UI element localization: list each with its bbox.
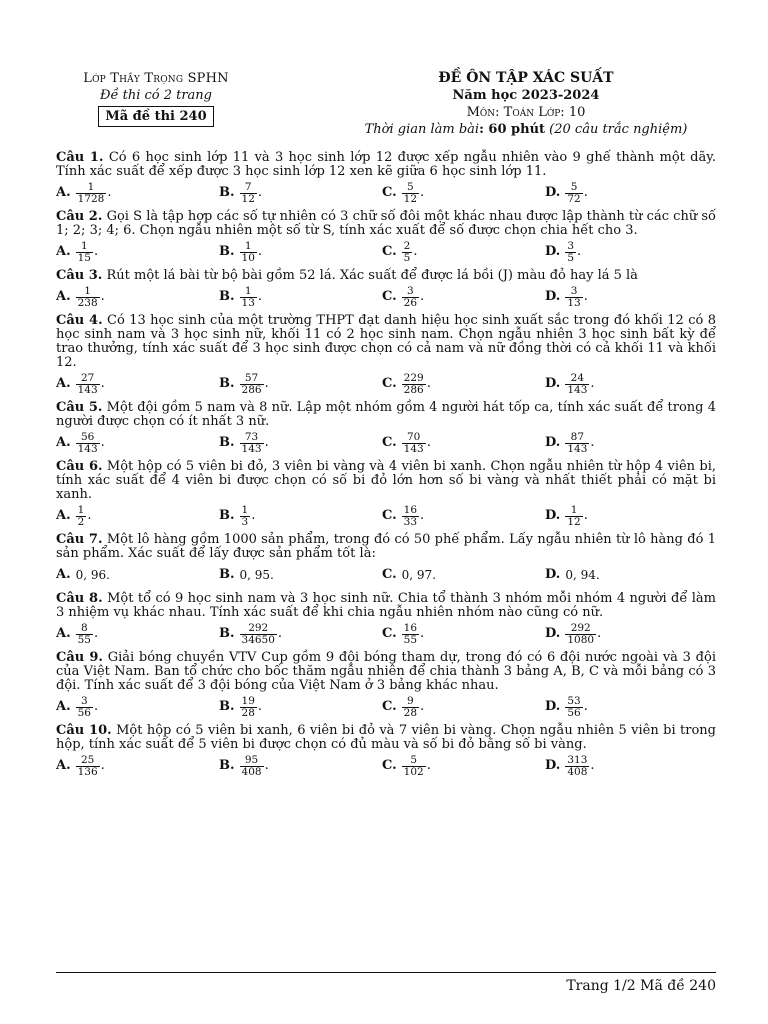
fraction-denominator: 56 [567, 706, 581, 719]
option-label: B. [219, 626, 235, 641]
option-period: . [426, 376, 431, 391]
option-period: . [590, 376, 595, 391]
fraction-numerator: 229 [403, 371, 424, 384]
answer-option [56, 505, 219, 528]
fraction-numerator: 5 [570, 180, 578, 193]
option-label: D. [545, 376, 561, 391]
option-period: . [590, 435, 595, 450]
question-block [56, 269, 716, 308]
question-stem [56, 269, 716, 283]
option-fraction [402, 755, 426, 778]
option-label: C. [382, 758, 397, 773]
answer-option [382, 432, 545, 455]
answer-option [56, 241, 219, 264]
option-period: . [420, 626, 425, 641]
option-fraction [76, 505, 87, 528]
option-label: C. [382, 289, 397, 304]
option-period: . [257, 244, 263, 259]
answer-option [219, 286, 382, 309]
option-period: . [413, 244, 418, 259]
question-block [56, 724, 716, 777]
fraction-denominator: 143 [77, 383, 98, 396]
fraction-denominator: 5 [403, 251, 411, 264]
fraction-denominator: 13 [567, 296, 581, 309]
fraction-numerator: 292 [570, 621, 591, 634]
fraction-numerator: 24 [570, 371, 585, 384]
option-label: D. [545, 244, 561, 259]
answer-options [56, 696, 716, 718]
fraction-numerator: 1 [80, 239, 88, 252]
question-number: Câu 8. [56, 591, 103, 606]
question-block [56, 210, 716, 263]
question-stem [56, 533, 716, 561]
answer-option [545, 696, 708, 719]
option-label: D. [545, 626, 561, 641]
question-text: Có 13 học sinh của một trường THPT đạt danh hiệu học sinh xuất sắc trong đó khối 12 có 8 học sinh nam và 3 học sinh nữ, khối 11 có 2 học sinh nam. Chọn ngẫu nhiên 3 học sinh bất kỳ để trao thưởng, tính xác suất để 3 học sinh được chọn có cả nam và nữ đồng thời có cả khối 11 và khối 12. [56, 313, 716, 370]
option-period: . [100, 376, 105, 391]
fraction-numerator: 1 [244, 284, 252, 297]
option-fraction [76, 182, 107, 205]
answer-option [219, 696, 382, 719]
fraction-numerator: 292 [248, 621, 269, 634]
option-period: . [257, 185, 263, 200]
fraction-denominator: 72 [567, 192, 581, 205]
option-fraction [240, 623, 277, 646]
option-label: D. [545, 289, 561, 304]
question-stem [56, 210, 716, 238]
fraction-denominator: 12 [241, 192, 255, 205]
fraction-numerator: 95 [244, 753, 259, 766]
answer-option [545, 505, 708, 528]
fraction-denominator: 1728 [77, 192, 105, 205]
header-left [56, 70, 256, 127]
option-label: C. [382, 244, 397, 259]
option-label: D. [545, 508, 561, 523]
fraction-numerator: 1 [241, 503, 249, 516]
answer-options [56, 505, 716, 527]
fraction-denominator: 143 [241, 442, 262, 455]
question-stem [56, 724, 716, 752]
question-text: Một đội gồm 5 nam và 8 nữ. Lập một nhóm gồm 4 người hát tốp ca, tính xác suất để trong 4 người được chọn có ít nhất 3 nữ. [56, 400, 716, 429]
question-stem [56, 460, 716, 502]
answer-option [545, 241, 708, 264]
question-stem [56, 651, 716, 693]
fraction-numerator: 5 [407, 180, 414, 193]
option-fraction [76, 432, 100, 455]
option-fraction [240, 432, 264, 455]
fraction-denominator: 55 [403, 633, 418, 646]
option-period: . [100, 289, 105, 304]
question-number: Câu 9. [56, 650, 103, 665]
option-label: B. [219, 435, 235, 450]
fraction-numerator: 57 [244, 371, 259, 384]
option-fraction [565, 696, 582, 719]
fraction-numerator: 7 [244, 180, 252, 193]
question-number: Câu 10. [56, 723, 112, 738]
option-label: D. [545, 699, 561, 714]
answer-option [545, 568, 708, 582]
question-block [56, 401, 716, 454]
option-fraction [76, 623, 93, 646]
option-label: A. [56, 376, 71, 391]
subject-grade: Môn: Toán Lớp: 10 [466, 105, 586, 120]
option-period: . [420, 508, 425, 523]
answer-options [56, 241, 716, 263]
header-right [336, 70, 716, 138]
fraction-denominator: 136 [77, 765, 98, 778]
footer-divider [56, 972, 716, 973]
answer-option [56, 182, 219, 205]
option-fraction [402, 286, 419, 309]
answer-option [382, 696, 545, 719]
option-period: . [94, 244, 99, 259]
answer-option [56, 568, 219, 582]
answer-option [382, 182, 545, 205]
exam-header [56, 70, 716, 140]
option-label: B. [219, 376, 235, 391]
fraction-numerator: 1 [87, 180, 95, 193]
answer-option [219, 182, 382, 205]
option-fraction [402, 505, 419, 528]
fraction-denominator: 26 [403, 296, 418, 309]
option-fraction [240, 696, 257, 719]
question-text: Một lô hàng gồm 1000 sản phẩm, trong đó có 50 phế phẩm. Lấy ngẫu nhiên từ lô hàng đó 1 sản phẩm. Xác suất để lấy được sản phẩm tốt là: [56, 532, 716, 561]
fraction-numerator: 1 [84, 284, 91, 297]
question-stem [56, 151, 716, 179]
question-text: Giải bóng chuyền VTV Cup gồm 9 đội bóng tham dự, trong đó có 6 đội nước ngoài và 3 đội của Việt Nam. Ban tổ chức cho bốc thăm ngẫu nhiên để chia thành 3 bảng A, B, C và mỗi bảng có 3 đội. Tính xác suất để 3 đội bóng của Việt Nam ở 3 bảng khác nhau. [56, 650, 716, 693]
answer-option [382, 286, 545, 309]
question-block [56, 314, 716, 395]
answer-options [56, 286, 716, 308]
answer-option [56, 755, 219, 778]
option-period: . [583, 508, 588, 523]
question-text: Có 6 học sinh lớp 11 và 3 học sinh lớp 12 được xếp ngẫu nhiên vào 9 ghế thành một dãy. Tính xác suất để xếp được 3 học sinh lớp 12 xen kẽ giữa 6 học sinh lớp 11. [56, 150, 716, 179]
answer-option [219, 432, 382, 455]
fraction-denominator: 286 [403, 383, 424, 396]
option-period: . [426, 435, 431, 450]
fraction-denominator: 3 [241, 515, 249, 528]
question-number: Câu 4. [56, 313, 103, 328]
answer-option [545, 432, 708, 455]
option-label: C. [382, 699, 397, 714]
fraction-denominator: 102 [403, 765, 424, 778]
option-period: . [583, 185, 588, 200]
option-label: B. [219, 567, 235, 582]
option-fraction [240, 182, 257, 205]
fraction-numerator: 16 [403, 503, 418, 516]
option-value: 0, 94. [565, 568, 600, 582]
option-period: . [597, 626, 602, 641]
fraction-denominator: 1080 [567, 633, 595, 646]
option-label: C. [382, 508, 397, 523]
question-list [56, 151, 716, 783]
option-period: . [257, 699, 263, 714]
question-number: Câu 5. [56, 400, 103, 415]
question-number: Câu 7. [56, 532, 103, 547]
fraction-denominator: 13 [241, 296, 255, 309]
pages-note: Đề thi có 2 trang [99, 88, 213, 103]
fraction-denominator: 5 [567, 251, 575, 264]
option-label: B. [219, 185, 235, 200]
option-period: . [420, 699, 425, 714]
answer-option [56, 623, 219, 646]
option-label: A. [56, 289, 71, 304]
fraction-denominator: 143 [77, 442, 98, 455]
fraction-numerator: 16 [403, 621, 418, 634]
option-label: C. [382, 626, 397, 641]
answer-option [219, 241, 382, 264]
option-label: B. [219, 244, 235, 259]
option-fraction [402, 182, 419, 205]
option-fraction [402, 241, 413, 264]
school-name: Lớp Thầy Trọng SPHN [83, 71, 229, 86]
answer-option [219, 623, 382, 646]
fraction-denominator: 55 [77, 633, 91, 646]
answer-option [545, 755, 708, 778]
fraction-numerator: 3 [570, 284, 578, 297]
fraction-numerator: 87 [570, 430, 585, 443]
option-label: B. [219, 699, 235, 714]
option-period: . [94, 699, 99, 714]
fraction-denominator: 2 [77, 515, 85, 528]
option-label: A. [56, 626, 71, 641]
option-period: . [277, 626, 283, 641]
option-fraction [565, 623, 596, 646]
answer-option [219, 568, 382, 582]
option-label: D. [545, 567, 561, 582]
option-fraction [76, 696, 93, 719]
option-fraction [402, 623, 419, 646]
option-fraction [565, 373, 589, 396]
fraction-denominator: 34650 [241, 633, 275, 646]
fraction-numerator: 8 [80, 621, 88, 634]
option-fraction [565, 286, 582, 309]
fraction-denominator: 143 [567, 442, 588, 455]
fraction-denominator: 33 [403, 515, 418, 528]
option-fraction [402, 696, 419, 719]
answer-option [382, 568, 545, 582]
option-fraction [76, 241, 93, 264]
fraction-denominator: 28 [241, 706, 255, 719]
question-number: Câu 3. [56, 268, 103, 283]
school-year: Năm học 2023-2024 [452, 88, 600, 103]
fraction-denominator: 408 [567, 765, 588, 778]
option-fraction [565, 182, 582, 205]
fraction-numerator: 1 [244, 239, 252, 252]
option-period: . [264, 376, 269, 391]
answer-option [545, 623, 708, 646]
answer-option [219, 505, 382, 528]
option-fraction [240, 286, 257, 309]
question-text: Gọi S là tập hợp các số tự nhiên có 3 chữ số đôi một khác nhau được lập thành từ các chữ số 1; 2; 3; 4; 6. Chọn ngẫu nhiên một số từ S, tính xác xuất để số được chọn chia hết cho 3. [56, 209, 717, 238]
option-label: C. [382, 376, 397, 391]
answer-option [545, 182, 708, 205]
option-label: D. [545, 758, 561, 773]
fraction-denominator: 12 [403, 192, 418, 205]
fraction-denominator: 28 [403, 706, 418, 719]
option-fraction [240, 241, 257, 264]
option-period: . [251, 508, 256, 523]
fraction-numerator: 56 [80, 430, 95, 443]
answer-option [382, 755, 545, 778]
exam-code-box: Mã đề thi 240 [98, 106, 213, 127]
option-value: 0, 95. [239, 568, 274, 582]
option-fraction [76, 286, 100, 309]
question-block [56, 651, 716, 718]
question-text: Rút một lá bài từ bộ bài gồm 52 lá. Xác suất để được lá bồi (J) màu đỏ hay lá 5 là [106, 268, 638, 283]
option-period: . [100, 758, 105, 773]
fraction-numerator: 1 [77, 503, 85, 516]
fraction-denominator: 56 [77, 706, 91, 719]
answer-options [56, 564, 716, 586]
fraction-denominator: 15 [77, 251, 91, 264]
fraction-numerator: 2 [403, 239, 411, 252]
fraction-numerator: 3 [407, 284, 414, 297]
option-label: D. [545, 435, 561, 450]
option-period: . [577, 244, 582, 259]
question-stem [56, 401, 716, 429]
fraction-denominator: 143 [403, 442, 424, 455]
option-period: . [107, 185, 112, 200]
fraction-numerator: 3 [80, 694, 88, 707]
option-period: . [264, 435, 269, 450]
question-stem [56, 314, 716, 370]
answer-option [545, 286, 708, 309]
fraction-numerator: 53 [567, 694, 581, 707]
fraction-numerator: 70 [406, 430, 421, 443]
fraction-denominator: 408 [241, 765, 262, 778]
fraction-denominator: 12 [567, 515, 581, 528]
fraction-numerator: 73 [244, 430, 259, 443]
answer-options [56, 432, 716, 454]
option-label: A. [56, 244, 71, 259]
option-fraction [565, 241, 576, 264]
answer-option [382, 241, 545, 264]
option-period: . [87, 508, 92, 523]
option-fraction [76, 755, 100, 778]
option-period: . [426, 758, 431, 773]
question-number: Câu 6. [56, 459, 103, 474]
option-fraction [240, 505, 251, 528]
question-block [56, 151, 716, 204]
option-fraction [76, 373, 100, 396]
question-number: Câu 2. [56, 209, 103, 224]
option-label: A. [56, 758, 71, 773]
option-fraction [240, 373, 264, 396]
option-label: C. [382, 567, 397, 582]
option-label: A. [56, 435, 71, 450]
option-label: B. [219, 289, 235, 304]
question-block [56, 533, 716, 586]
answer-option [382, 623, 545, 646]
fraction-numerator: 313 [567, 753, 588, 766]
option-period: . [420, 289, 425, 304]
fraction-numerator: 5 [410, 753, 418, 766]
option-label: A. [56, 567, 71, 582]
option-period: . [583, 289, 588, 304]
question-text: Một tổ có 9 học sinh nam và 3 học sinh nữ. Chia tổ thành 3 nhóm mỗi nhóm 4 người để làm 3 nhiệm vụ khác nhau. Tính xác suất để khi chia ngẫu nhiên nhóm nào cũng có nữ. [56, 591, 717, 620]
option-label: B. [219, 508, 235, 523]
question-stem [56, 592, 716, 620]
option-fraction [565, 755, 589, 778]
answer-option [56, 373, 219, 396]
option-period: . [420, 185, 425, 200]
option-period: . [257, 289, 263, 304]
option-label: D. [545, 185, 561, 200]
fraction-numerator: 19 [241, 694, 255, 707]
answer-option [56, 696, 219, 719]
option-label: C. [382, 435, 397, 450]
fraction-numerator: 27 [80, 371, 95, 384]
option-period: . [583, 699, 588, 714]
answer-option [219, 373, 382, 396]
answer-option [56, 286, 219, 309]
fraction-denominator: 10 [241, 251, 255, 264]
question-text: Một hộp có 5 viên bi đỏ, 3 viên bi vàng và 4 viên bi xanh. Chọn ngẫu nhiên từ hộp 4 viên bi, tính xác suất để 4 viên bi được chọn có số bi đỏ lớn hơn số bi vàng và nhất thiết phải có mặt bi xanh. [56, 459, 717, 502]
page-footer: Trang 1/2 Mã đề 240 [566, 978, 716, 994]
option-fraction [402, 432, 426, 455]
question-text: Một hộp có 5 viên bi xanh, 6 viên bi đỏ và 7 viên bi vàng. Chọn ngẫu nhiên 5 viên bi trong hộp, tính xác suất để 5 viên bi được chọn có đủ màu và số bi đỏ bằng số bi vàng. [56, 723, 717, 752]
option-fraction [240, 755, 264, 778]
question-block [56, 460, 716, 527]
option-value: 0, 96. [75, 568, 110, 582]
answer-options [56, 755, 716, 777]
option-period: . [100, 435, 105, 450]
option-label: B. [219, 758, 235, 773]
option-fraction [402, 373, 426, 396]
fraction-denominator: 143 [567, 383, 588, 396]
answer-option [382, 505, 545, 528]
question-block [56, 592, 716, 645]
answer-option [382, 373, 545, 396]
answer-option [56, 432, 219, 455]
answer-options [56, 623, 716, 645]
option-label: A. [56, 508, 71, 523]
option-period: . [590, 758, 595, 773]
fraction-denominator: 286 [241, 383, 262, 396]
option-label: C. [382, 185, 397, 200]
answer-option [219, 755, 382, 778]
option-label: A. [56, 185, 71, 200]
fraction-numerator: 9 [407, 694, 414, 707]
option-period: . [264, 758, 269, 773]
option-fraction [565, 432, 589, 455]
option-label: A. [56, 699, 71, 714]
fraction-numerator: 3 [567, 239, 575, 252]
fraction-numerator: 25 [80, 753, 95, 766]
option-value: 0, 97. [401, 568, 437, 582]
question-number: Câu 1. [56, 150, 104, 165]
option-period: . [94, 626, 99, 641]
time-info: Thời gian làm bài: 60 phút (20 câu trắc nghiệm) [364, 122, 688, 137]
exam-title: ĐỀ ÔN TẬP XÁC SUẤT [438, 70, 614, 86]
answer-option [545, 373, 708, 396]
option-fraction [565, 505, 582, 528]
fraction-numerator: 1 [570, 503, 578, 516]
answer-options [56, 182, 716, 204]
fraction-denominator: 238 [77, 296, 98, 309]
answer-options [56, 373, 716, 395]
